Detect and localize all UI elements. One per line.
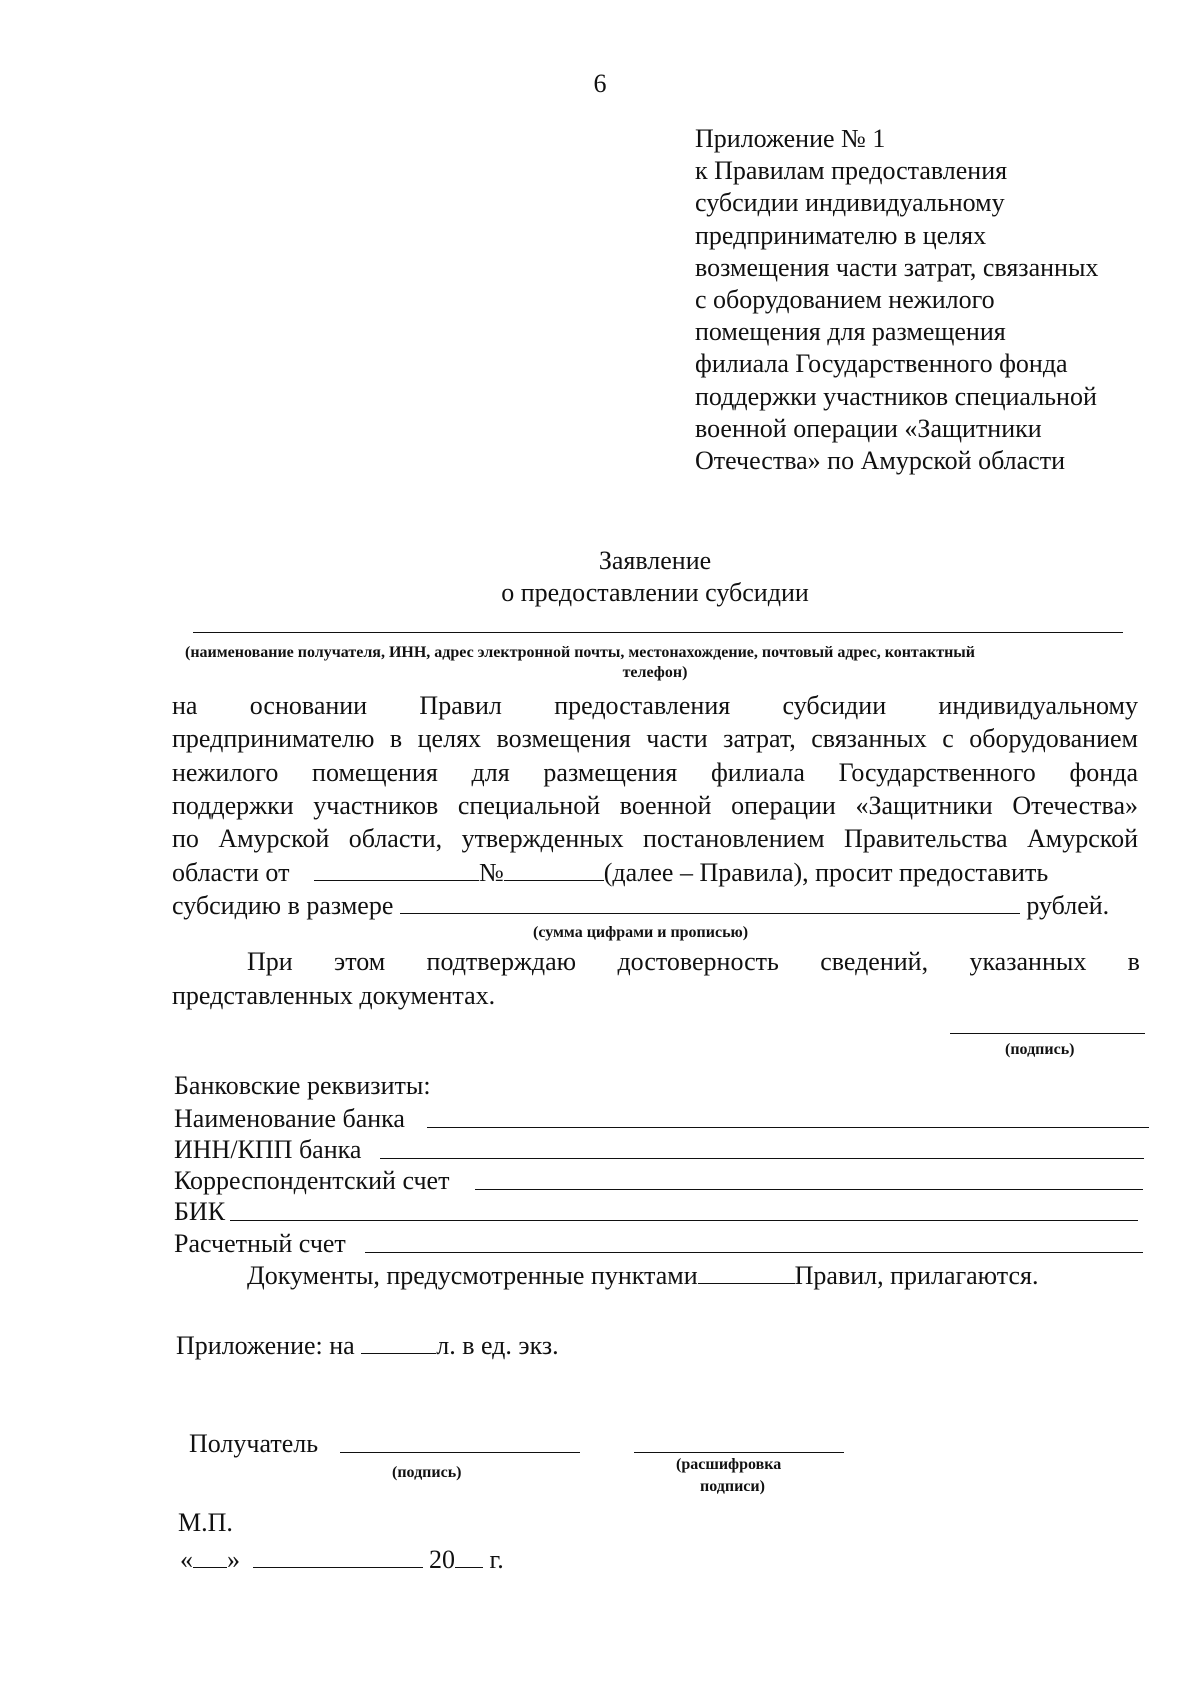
appendix-line: военной операции «Защитники [695, 413, 1042, 443]
applicant-signature-line[interactable] [950, 1033, 1145, 1034]
bank-name-label: Наименование банка [174, 1104, 405, 1133]
date-day-field[interactable] [193, 1545, 227, 1568]
word: субсидии [782, 691, 887, 720]
recipient-decode-caption: (расшифровка [676, 1456, 782, 1473]
bank-heading: Банковские реквизиты: [174, 1071, 431, 1100]
body-line-1 [172, 690, 1138, 722]
confirm-line-1 [247, 946, 1140, 978]
documents-clauses-field[interactable] [698, 1261, 795, 1284]
documents-tail: Правил, прилагаются. [794, 1261, 1039, 1290]
date-open-quote: « [180, 1545, 193, 1574]
date-year-field[interactable] [455, 1545, 483, 1568]
word: в [1127, 947, 1140, 976]
form-title: Заявление [598, 546, 712, 575]
word: достоверность [617, 947, 779, 976]
settlement-account-label: Расчетный счет [174, 1229, 346, 1258]
word: этом [334, 947, 386, 976]
date-month-field[interactable] [253, 1545, 423, 1568]
rules-reference: (далее – Правила), просит предоставить [603, 858, 1049, 887]
form-subtitle: о предоставлении субсидии [501, 578, 809, 607]
appendix-line: к Правилам предоставления [695, 156, 1008, 186]
applicant-signature-caption: (подпись) [1005, 1041, 1075, 1058]
appendix-block [695, 123, 1098, 477]
body-line-3 [172, 757, 1138, 789]
bik-label: БИК [174, 1197, 226, 1226]
attachment-tail: л. в ед. экз. [436, 1331, 559, 1360]
appendix-line: с оборудованием нежилого [695, 285, 995, 315]
appendix-line: Приложение № 1 [695, 124, 886, 153]
appendix-line: филиала Государственного фонда [695, 349, 1068, 379]
word: размещения [543, 758, 678, 787]
date-from-label: области от [172, 858, 290, 887]
word: Правил [419, 691, 502, 720]
recipient-label: Получатель [189, 1429, 319, 1458]
word: филиала [710, 758, 805, 787]
word: фонда [1069, 758, 1138, 787]
attachment-label: Приложение: на [176, 1331, 355, 1360]
body-line-4: поддержки участников специальной военной операции «Защитники Отечества» [172, 791, 1138, 820]
word: При [247, 947, 293, 976]
word: помещения [312, 758, 438, 787]
resolution-number-label: № [478, 858, 504, 887]
appendix-line: Отечества» по Амурской области [695, 446, 1065, 476]
recipient-sign-caption: (подпись) [392, 1464, 462, 1481]
word: на [172, 691, 198, 720]
year-suffix: г. [489, 1545, 504, 1574]
inn-kpp-field[interactable] [380, 1158, 1144, 1159]
amount-field[interactable] [400, 891, 1020, 914]
confirm-line-2: представленных документах. [172, 981, 496, 1010]
documents-line [247, 1260, 1038, 1292]
word: сведений, [820, 947, 929, 976]
bank-name-field[interactable] [427, 1127, 1149, 1128]
recipient-caption-cont: телефон) [622, 664, 688, 681]
year-prefix: 20 [429, 1545, 455, 1574]
bik-field[interactable] [230, 1220, 1138, 1221]
rubles-label: рублей. [1026, 891, 1110, 920]
recipient-caption: (наименование получателя, ИНН, адрес электронной почты, местонахождение, почтовый адрес, контактный [185, 644, 975, 661]
appendix-line: возмещения части затрат, связанных [695, 252, 1099, 282]
body-line-2: предпринимателю в целях возмещения части затрат, связанных с оборудованием [172, 724, 1138, 753]
recipient-name-field[interactable] [634, 1452, 844, 1453]
word: предоставления [554, 691, 731, 720]
amount-caption: (сумма цифрами и прописью) [533, 924, 749, 941]
appendix-line: поддержки участников специальной [695, 381, 1097, 411]
body-line-6 [172, 857, 1048, 889]
corr-account-field[interactable] [475, 1189, 1143, 1190]
resolution-number-field[interactable] [504, 858, 604, 881]
word: нежилого [172, 758, 279, 787]
documents-label: Документы, предусмотренные пунктами [247, 1261, 698, 1290]
word: основании [249, 691, 368, 720]
date-close-quote: » [227, 1545, 240, 1574]
page-number: 6 [593, 69, 607, 98]
appendix-line: помещения для размещения [695, 317, 1006, 347]
appendix-line: предпринимателю в целях [695, 220, 987, 250]
resolution-date-field[interactable] [314, 858, 479, 881]
word: индивидуальному [938, 691, 1138, 720]
corr-account-label: Корреспондентский счет [174, 1166, 450, 1195]
word: подтверждаю [426, 947, 577, 976]
body-line-5: по Амурской области, утвержденных постановлением Правительства Амурской [172, 824, 1138, 853]
word: указанных [969, 947, 1087, 976]
word: Государственного [838, 758, 1036, 787]
amount-label: субсидию в размере [172, 891, 394, 920]
recipient-signature-field[interactable] [340, 1452, 580, 1453]
inn-kpp-label: ИНН/КПП банка [174, 1135, 362, 1164]
appendix-line: субсидии индивидуальному [695, 188, 1005, 218]
attachment-pages-field[interactable] [361, 1331, 436, 1354]
stamp-place: М.П. [178, 1508, 233, 1537]
recipient-decode-caption-cont: подписи) [700, 1478, 765, 1495]
word: для [471, 758, 510, 787]
settlement-account-field[interactable] [365, 1252, 1143, 1253]
body-line-7 [172, 890, 1109, 922]
attachment-line [176, 1330, 559, 1362]
date-line [180, 1544, 504, 1576]
recipient-input-line[interactable] [193, 632, 1123, 633]
